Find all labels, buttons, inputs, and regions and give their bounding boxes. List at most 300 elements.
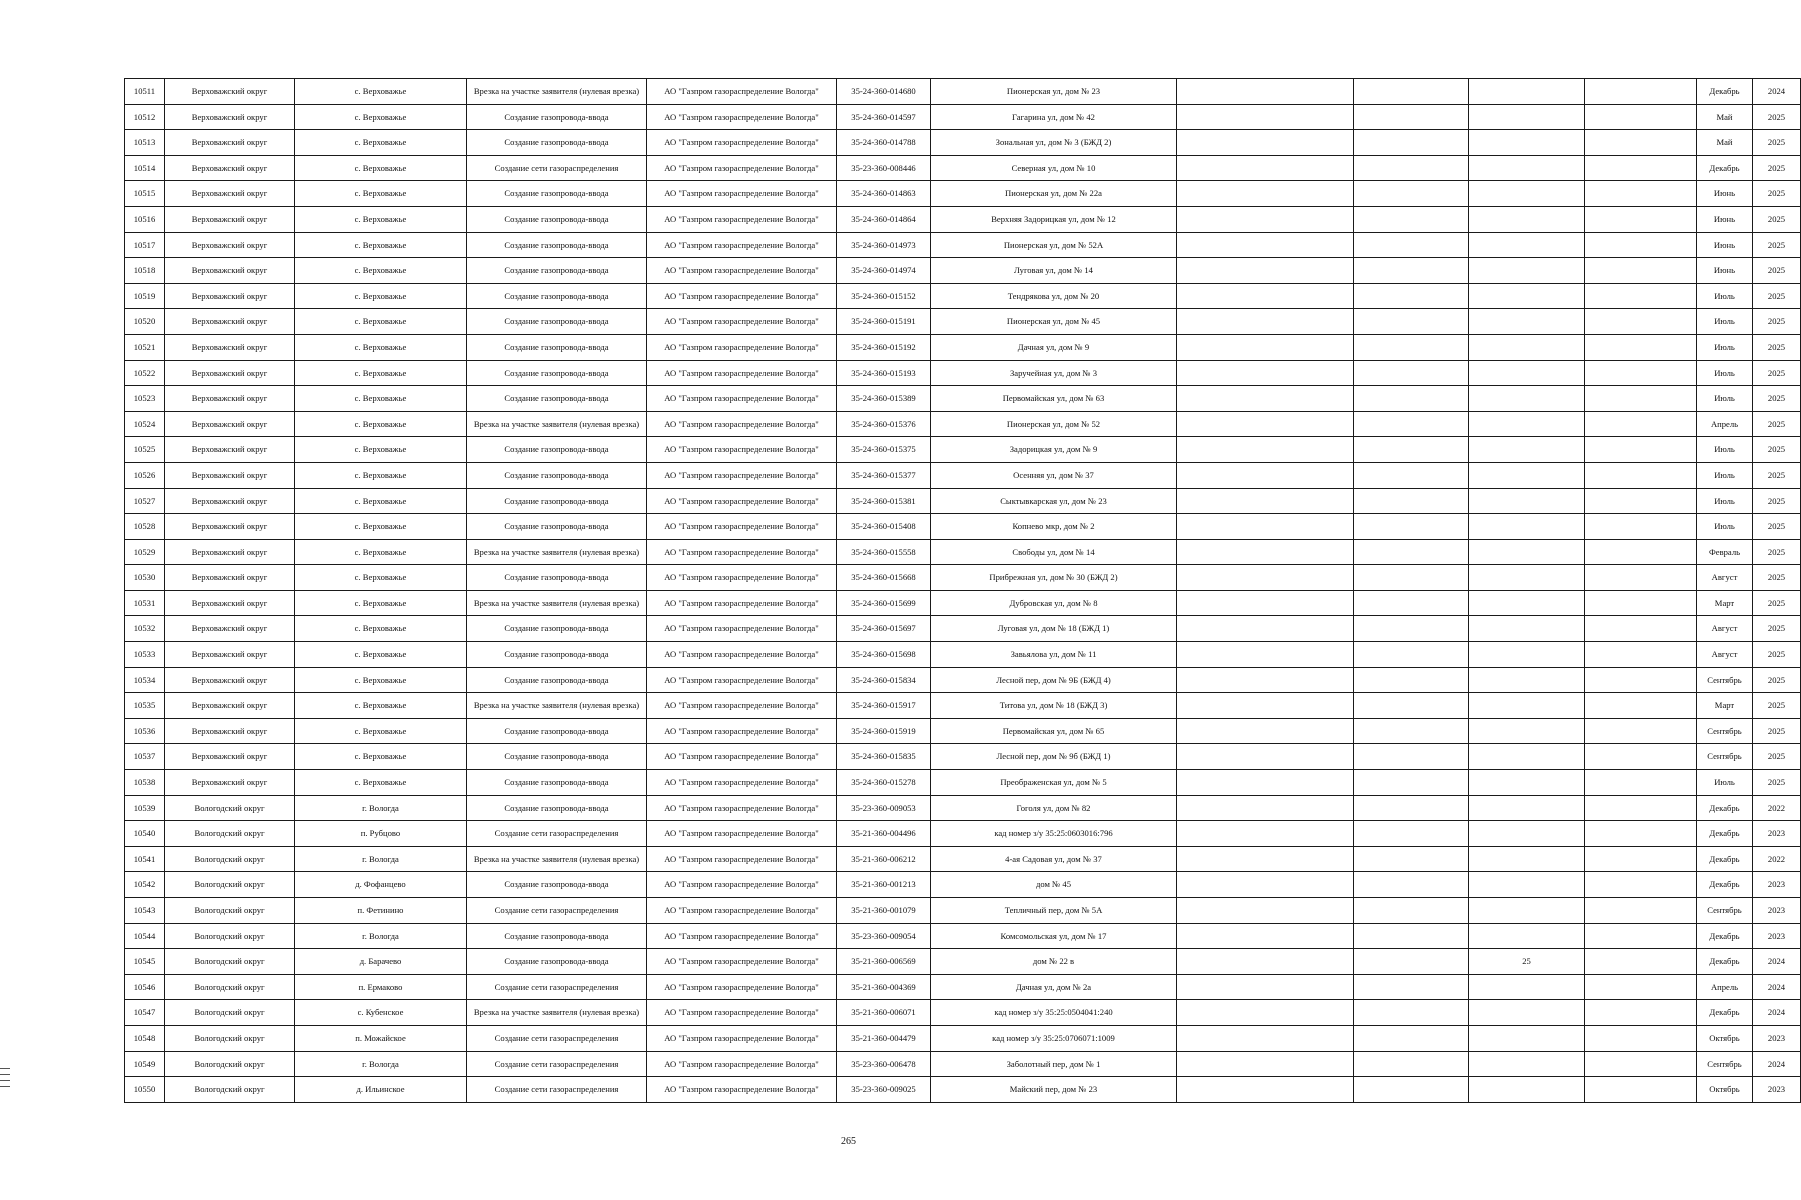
- year-cell: 2025: [1753, 770, 1801, 796]
- year-cell: 2025: [1753, 539, 1801, 565]
- district-cell: Верховажский округ: [165, 232, 295, 258]
- empty-cell-2: [1354, 130, 1469, 156]
- address-cell: Дачная ул, дом № 9: [931, 334, 1177, 360]
- value-cell: [1469, 1077, 1585, 1103]
- application-number-cell: 35-21-360-006569: [837, 949, 931, 975]
- year-cell: 2025: [1753, 258, 1801, 284]
- row-number: 10512: [125, 104, 165, 130]
- empty-cell-2: [1354, 232, 1469, 258]
- district-cell: Вологодский округ: [165, 846, 295, 872]
- work-type-cell: Создание газопровода-ввода: [467, 386, 647, 412]
- value-cell: [1469, 283, 1585, 309]
- table-row: [125, 821, 1801, 847]
- organization-cell: АО "Газпром газораспределение Вологда": [647, 795, 837, 821]
- application-number-cell: 35-24-360-014680: [837, 79, 931, 105]
- year-cell: 2023: [1753, 898, 1801, 924]
- empty-cell-2: [1354, 258, 1469, 284]
- empty-cell-1: [1177, 334, 1354, 360]
- row-number: 10535: [125, 693, 165, 719]
- district-cell: Верховажский округ: [165, 590, 295, 616]
- organization-cell: АО "Газпром газораспределение Вологда": [647, 104, 837, 130]
- empty-cell-3: [1585, 104, 1697, 130]
- row-number: 10532: [125, 616, 165, 642]
- empty-cell-2: [1354, 1051, 1469, 1077]
- empty-cell-3: [1585, 718, 1697, 744]
- year-cell: 2023: [1753, 1025, 1801, 1051]
- empty-cell-1: [1177, 462, 1354, 488]
- work-type-cell: Создание газопровода-ввода: [467, 181, 647, 207]
- row-number: 10545: [125, 949, 165, 975]
- empty-cell-3: [1585, 770, 1697, 796]
- value-cell: [1469, 821, 1585, 847]
- empty-cell-2: [1354, 437, 1469, 463]
- settlement-cell: с. Верховажье: [295, 437, 467, 463]
- empty-cell-1: [1177, 590, 1354, 616]
- empty-cell-2: [1354, 693, 1469, 719]
- address-cell: Комсомольская ул, дом № 17: [931, 923, 1177, 949]
- empty-cell-2: [1354, 181, 1469, 207]
- empty-cell-1: [1177, 821, 1354, 847]
- district-cell: Верховажский округ: [165, 693, 295, 719]
- application-number-cell: 35-24-360-015278: [837, 770, 931, 796]
- empty-cell-2: [1354, 565, 1469, 591]
- empty-cell-3: [1585, 411, 1697, 437]
- row-number: 10543: [125, 898, 165, 924]
- month-cell: Декабрь: [1697, 795, 1753, 821]
- work-type-cell: Создание газопровода-ввода: [467, 744, 647, 770]
- empty-cell-2: [1354, 514, 1469, 540]
- settlement-cell: п. Рубцово: [295, 821, 467, 847]
- address-cell: Верхняя Задорицкая ул, дом № 12: [931, 206, 1177, 232]
- month-cell: Июль: [1697, 488, 1753, 514]
- district-cell: Вологодский округ: [165, 898, 295, 924]
- empty-cell-3: [1585, 846, 1697, 872]
- work-type-cell: Создание газопровода-ввода: [467, 718, 647, 744]
- settlement-cell: с. Верховажье: [295, 155, 467, 181]
- empty-cell-1: [1177, 539, 1354, 565]
- value-cell: [1469, 462, 1585, 488]
- organization-cell: АО "Газпром газораспределение Вологда": [647, 1000, 837, 1026]
- organization-cell: АО "Газпром газораспределение Вологда": [647, 155, 837, 181]
- table-row: [125, 846, 1801, 872]
- settlement-cell: д. Барачево: [295, 949, 467, 975]
- year-cell: 2023: [1753, 1077, 1801, 1103]
- row-number: 10516: [125, 206, 165, 232]
- settlement-cell: с. Верховажье: [295, 744, 467, 770]
- address-cell: Тепличный пер, дом № 5А: [931, 898, 1177, 924]
- empty-cell-3: [1585, 923, 1697, 949]
- organization-cell: АО "Газпром газораспределение Вологда": [647, 283, 837, 309]
- settlement-cell: с. Верховажье: [295, 130, 467, 156]
- row-number: 10540: [125, 821, 165, 847]
- address-cell: Заболотный пер, дом № 1: [931, 1051, 1177, 1077]
- row-number: 10519: [125, 283, 165, 309]
- row-number: 10546: [125, 974, 165, 1000]
- month-cell: Август: [1697, 616, 1753, 642]
- table-row: [125, 770, 1801, 796]
- application-number-cell: 35-23-360-009025: [837, 1077, 931, 1103]
- district-cell: Верховажский округ: [165, 79, 295, 105]
- district-cell: Верховажский округ: [165, 206, 295, 232]
- empty-cell-3: [1585, 539, 1697, 565]
- address-cell: Задорицкая ул, дом № 9: [931, 437, 1177, 463]
- month-cell: Июль: [1697, 514, 1753, 540]
- year-cell: 2025: [1753, 386, 1801, 412]
- month-cell: Июль: [1697, 360, 1753, 386]
- empty-cell-2: [1354, 309, 1469, 335]
- work-type-cell: Создание газопровода-ввода: [467, 104, 647, 130]
- year-cell: 2025: [1753, 718, 1801, 744]
- settlement-cell: с. Верховажье: [295, 616, 467, 642]
- application-number-cell: 35-24-360-015191: [837, 309, 931, 335]
- month-cell: Июль: [1697, 462, 1753, 488]
- organization-cell: АО "Газпром газораспределение Вологда": [647, 1077, 837, 1103]
- year-cell: 2022: [1753, 846, 1801, 872]
- empty-cell-3: [1585, 155, 1697, 181]
- table-row: [125, 309, 1801, 335]
- empty-cell-3: [1585, 488, 1697, 514]
- year-cell: 2025: [1753, 693, 1801, 719]
- application-number-cell: 35-24-360-015835: [837, 744, 931, 770]
- organization-cell: АО "Газпром газораспределение Вологда": [647, 693, 837, 719]
- year-cell: 2025: [1753, 181, 1801, 207]
- settlement-cell: с. Верховажье: [295, 590, 467, 616]
- settlement-cell: п. Можайское: [295, 1025, 467, 1051]
- application-number-cell: 35-21-360-001213: [837, 872, 931, 898]
- work-type-cell: Врезка на участке заявителя (нулевая врезка): [467, 693, 647, 719]
- settlement-cell: с. Верховажье: [295, 360, 467, 386]
- empty-cell-2: [1354, 590, 1469, 616]
- settlement-cell: с. Верховажье: [295, 565, 467, 591]
- value-cell: [1469, 846, 1585, 872]
- empty-cell-2: [1354, 334, 1469, 360]
- application-number-cell: 35-24-360-015377: [837, 462, 931, 488]
- year-cell: 2023: [1753, 923, 1801, 949]
- district-cell: Верховажский округ: [165, 488, 295, 514]
- organization-cell: АО "Газпром газораспределение Вологда": [647, 130, 837, 156]
- empty-cell-3: [1585, 283, 1697, 309]
- month-cell: Декабрь: [1697, 79, 1753, 105]
- application-number-cell: 35-23-360-009053: [837, 795, 931, 821]
- work-type-cell: Создание газопровода-ввода: [467, 130, 647, 156]
- district-cell: Верховажский округ: [165, 104, 295, 130]
- table-row: [125, 590, 1801, 616]
- table-row: [125, 155, 1801, 181]
- empty-cell-3: [1585, 130, 1697, 156]
- row-number: 10515: [125, 181, 165, 207]
- district-cell: Верховажский округ: [165, 642, 295, 668]
- empty-cell-2: [1354, 386, 1469, 412]
- organization-cell: АО "Газпром газораспределение Вологда": [647, 923, 837, 949]
- empty-cell-1: [1177, 642, 1354, 668]
- application-number-cell: 35-24-360-014973: [837, 232, 931, 258]
- settlement-cell: с. Верховажье: [295, 539, 467, 565]
- row-number: 10521: [125, 334, 165, 360]
- work-type-cell: Создание газопровода-ввода: [467, 258, 647, 284]
- year-cell: 2025: [1753, 334, 1801, 360]
- empty-cell-3: [1585, 79, 1697, 105]
- empty-cell-2: [1354, 770, 1469, 796]
- table-row: [125, 104, 1801, 130]
- district-cell: Верховажский округ: [165, 309, 295, 335]
- row-number: 10511: [125, 79, 165, 105]
- application-number-cell: 35-24-360-014863: [837, 181, 931, 207]
- application-number-cell: 35-24-360-015698: [837, 642, 931, 668]
- empty-cell-3: [1585, 667, 1697, 693]
- organization-cell: АО "Газпром газораспределение Вологда": [647, 898, 837, 924]
- organization-cell: АО "Газпром газораспределение Вологда": [647, 667, 837, 693]
- table-row: [125, 360, 1801, 386]
- district-cell: Вологодский округ: [165, 974, 295, 1000]
- organization-cell: АО "Газпром газораспределение Вологда": [647, 309, 837, 335]
- application-number-cell: 35-24-360-015381: [837, 488, 931, 514]
- month-cell: Июль: [1697, 386, 1753, 412]
- work-type-cell: Создание газопровода-ввода: [467, 565, 647, 591]
- table-row: [125, 1077, 1801, 1103]
- organization-cell: АО "Газпром газораспределение Вологда": [647, 642, 837, 668]
- application-number-cell: 35-24-360-015376: [837, 411, 931, 437]
- table-row: [125, 872, 1801, 898]
- district-cell: Верховажский округ: [165, 130, 295, 156]
- row-number: 10547: [125, 1000, 165, 1026]
- empty-cell-3: [1585, 360, 1697, 386]
- district-cell: Верховажский округ: [165, 411, 295, 437]
- month-cell: Октябрь: [1697, 1077, 1753, 1103]
- empty-cell-1: [1177, 386, 1354, 412]
- table-row: [125, 334, 1801, 360]
- value-cell: [1469, 437, 1585, 463]
- work-type-cell: Создание газопровода-ввода: [467, 309, 647, 335]
- organization-cell: АО "Газпром газораспределение Вологда": [647, 1025, 837, 1051]
- empty-cell-3: [1585, 1000, 1697, 1026]
- value-cell: [1469, 693, 1585, 719]
- address-cell: дом № 22 в: [931, 949, 1177, 975]
- district-cell: Верховажский округ: [165, 181, 295, 207]
- month-cell: Июль: [1697, 309, 1753, 335]
- empty-cell-2: [1354, 360, 1469, 386]
- address-cell: Гагарина ул, дом № 42: [931, 104, 1177, 130]
- year-cell: 2025: [1753, 514, 1801, 540]
- work-type-cell: Врезка на участке заявителя (нулевая врезка): [467, 590, 647, 616]
- row-number: 10522: [125, 360, 165, 386]
- work-type-cell: Создание газопровода-ввода: [467, 488, 647, 514]
- application-number-cell: 35-24-360-015917: [837, 693, 931, 719]
- application-number-cell: 35-23-360-009054: [837, 923, 931, 949]
- work-type-cell: Создание газопровода-ввода: [467, 232, 647, 258]
- work-type-cell: Создание газопровода-ввода: [467, 770, 647, 796]
- empty-cell-2: [1354, 206, 1469, 232]
- empty-cell-1: [1177, 181, 1354, 207]
- work-type-cell: Создание газопровода-ввода: [467, 360, 647, 386]
- work-type-cell: Врезка на участке заявителя (нулевая врезка): [467, 1000, 647, 1026]
- empty-cell-3: [1585, 1077, 1697, 1103]
- table-row: [125, 462, 1801, 488]
- year-cell: 2025: [1753, 130, 1801, 156]
- work-type-cell: Создание сети газораспределения: [467, 1051, 647, 1077]
- empty-cell-1: [1177, 411, 1354, 437]
- organization-cell: АО "Газпром газораспределение Вологда": [647, 539, 837, 565]
- empty-cell-3: [1585, 898, 1697, 924]
- value-cell: [1469, 974, 1585, 1000]
- district-cell: Верховажский округ: [165, 718, 295, 744]
- value-cell: [1469, 539, 1585, 565]
- empty-cell-3: [1585, 386, 1697, 412]
- application-number-cell: 35-24-360-015919: [837, 718, 931, 744]
- organization-cell: АО "Газпром газораспределение Вологда": [647, 462, 837, 488]
- row-number: 10533: [125, 642, 165, 668]
- table-row: [125, 181, 1801, 207]
- address-cell: Сыктывкарская ул, дом № 23: [931, 488, 1177, 514]
- application-number-cell: 35-24-360-015192: [837, 334, 931, 360]
- table-row: [125, 565, 1801, 591]
- row-number: 10536: [125, 718, 165, 744]
- address-cell: Пионерская ул, дом № 23: [931, 79, 1177, 105]
- row-number: 10523: [125, 386, 165, 412]
- table-row: [125, 206, 1801, 232]
- empty-cell-2: [1354, 539, 1469, 565]
- empty-cell-1: [1177, 360, 1354, 386]
- empty-cell-1: [1177, 1000, 1354, 1026]
- settlement-cell: д. Ильинское: [295, 1077, 467, 1103]
- value-cell: [1469, 488, 1585, 514]
- empty-cell-2: [1354, 667, 1469, 693]
- row-number: 10527: [125, 488, 165, 514]
- row-number: 10541: [125, 846, 165, 872]
- year-cell: 2025: [1753, 462, 1801, 488]
- value-cell: [1469, 130, 1585, 156]
- month-cell: Май: [1697, 130, 1753, 156]
- organization-cell: АО "Газпром газораспределение Вологда": [647, 821, 837, 847]
- empty-cell-1: [1177, 667, 1354, 693]
- empty-cell-3: [1585, 949, 1697, 975]
- row-number: 10525: [125, 437, 165, 463]
- month-cell: Март: [1697, 590, 1753, 616]
- month-cell: Октябрь: [1697, 1025, 1753, 1051]
- empty-cell-2: [1354, 821, 1469, 847]
- settlement-cell: с. Верховажье: [295, 642, 467, 668]
- address-cell: Майский пер, дом № 23: [931, 1077, 1177, 1103]
- value-cell: [1469, 616, 1585, 642]
- table-row: [125, 795, 1801, 821]
- empty-cell-3: [1585, 821, 1697, 847]
- application-number-cell: 35-24-360-015697: [837, 616, 931, 642]
- application-number-cell: 35-24-360-014597: [837, 104, 931, 130]
- district-cell: Вологодский округ: [165, 1051, 295, 1077]
- organization-cell: АО "Газпром газораспределение Вологда": [647, 79, 837, 105]
- value-cell: [1469, 411, 1585, 437]
- empty-cell-2: [1354, 283, 1469, 309]
- empty-cell-1: [1177, 974, 1354, 1000]
- table-row: [125, 1025, 1801, 1051]
- page-number: 265: [841, 1136, 856, 1147]
- value-cell: [1469, 104, 1585, 130]
- year-cell: 2025: [1753, 590, 1801, 616]
- year-cell: 2023: [1753, 821, 1801, 847]
- row-number: 10544: [125, 923, 165, 949]
- work-type-cell: Врезка на участке заявителя (нулевая врезка): [467, 846, 647, 872]
- row-number: 10548: [125, 1025, 165, 1051]
- row-number: 10517: [125, 232, 165, 258]
- settlement-cell: п. Ермаково: [295, 974, 467, 1000]
- empty-cell-3: [1585, 642, 1697, 668]
- value-cell: [1469, 360, 1585, 386]
- year-cell: 2025: [1753, 104, 1801, 130]
- year-cell: 2025: [1753, 309, 1801, 335]
- empty-cell-1: [1177, 437, 1354, 463]
- address-cell: Первомайская ул, дом № 63: [931, 386, 1177, 412]
- value-cell: [1469, 565, 1585, 591]
- district-cell: Вологодский округ: [165, 872, 295, 898]
- work-type-cell: Создание газопровода-ввода: [467, 514, 647, 540]
- table-row: [125, 923, 1801, 949]
- empty-cell-3: [1585, 693, 1697, 719]
- empty-cell-1: [1177, 206, 1354, 232]
- district-cell: Вологодский округ: [165, 1000, 295, 1026]
- row-number: 10538: [125, 770, 165, 796]
- empty-cell-2: [1354, 898, 1469, 924]
- value-cell: [1469, 309, 1585, 335]
- month-cell: Апрель: [1697, 411, 1753, 437]
- settlement-cell: с. Верховажье: [295, 283, 467, 309]
- empty-cell-1: [1177, 744, 1354, 770]
- month-cell: Июнь: [1697, 232, 1753, 258]
- empty-cell-1: [1177, 514, 1354, 540]
- district-cell: Верховажский округ: [165, 334, 295, 360]
- empty-cell-1: [1177, 104, 1354, 130]
- district-cell: Верховажский округ: [165, 462, 295, 488]
- empty-cell-2: [1354, 155, 1469, 181]
- value-cell: [1469, 770, 1585, 796]
- work-type-cell: Создание сети газораспределения: [467, 974, 647, 1000]
- application-number-cell: 35-24-360-015193: [837, 360, 931, 386]
- district-cell: Верховажский округ: [165, 565, 295, 591]
- address-cell: Тендрякова ул, дом № 20: [931, 283, 1177, 309]
- row-number: 10528: [125, 514, 165, 540]
- address-cell: Прибрежная ул, дом № 30 (БЖД 2): [931, 565, 1177, 591]
- table-body: [125, 79, 1801, 1103]
- work-type-cell: Создание сети газораспределения: [467, 821, 647, 847]
- organization-cell: АО "Газпром газораспределение Вологда": [647, 386, 837, 412]
- empty-cell-3: [1585, 590, 1697, 616]
- address-cell: Пионерская ул, дом № 52А: [931, 232, 1177, 258]
- district-cell: Верховажский округ: [165, 514, 295, 540]
- table-row: [125, 642, 1801, 668]
- row-number: 10537: [125, 744, 165, 770]
- margin-binding-marks: [0, 1068, 10, 1092]
- settlement-cell: с. Верховажье: [295, 258, 467, 284]
- row-number: 10539: [125, 795, 165, 821]
- settlement-cell: г. Вологда: [295, 1051, 467, 1077]
- month-cell: Апрель: [1697, 974, 1753, 1000]
- year-cell: 2025: [1753, 283, 1801, 309]
- empty-cell-3: [1585, 309, 1697, 335]
- empty-cell-1: [1177, 949, 1354, 975]
- table-row: [125, 718, 1801, 744]
- month-cell: Июль: [1697, 770, 1753, 796]
- work-type-cell: Создание газопровода-ввода: [467, 462, 647, 488]
- month-cell: Декабрь: [1697, 846, 1753, 872]
- empty-cell-2: [1354, 949, 1469, 975]
- empty-cell-1: [1177, 795, 1354, 821]
- empty-cell-2: [1354, 795, 1469, 821]
- empty-cell-2: [1354, 616, 1469, 642]
- empty-cell-3: [1585, 258, 1697, 284]
- year-cell: 2024: [1753, 974, 1801, 1000]
- application-number-cell: 35-21-360-004369: [837, 974, 931, 1000]
- organization-cell: АО "Газпром газораспределение Вологда": [647, 872, 837, 898]
- month-cell: Декабрь: [1697, 821, 1753, 847]
- application-number-cell: 35-21-360-004479: [837, 1025, 931, 1051]
